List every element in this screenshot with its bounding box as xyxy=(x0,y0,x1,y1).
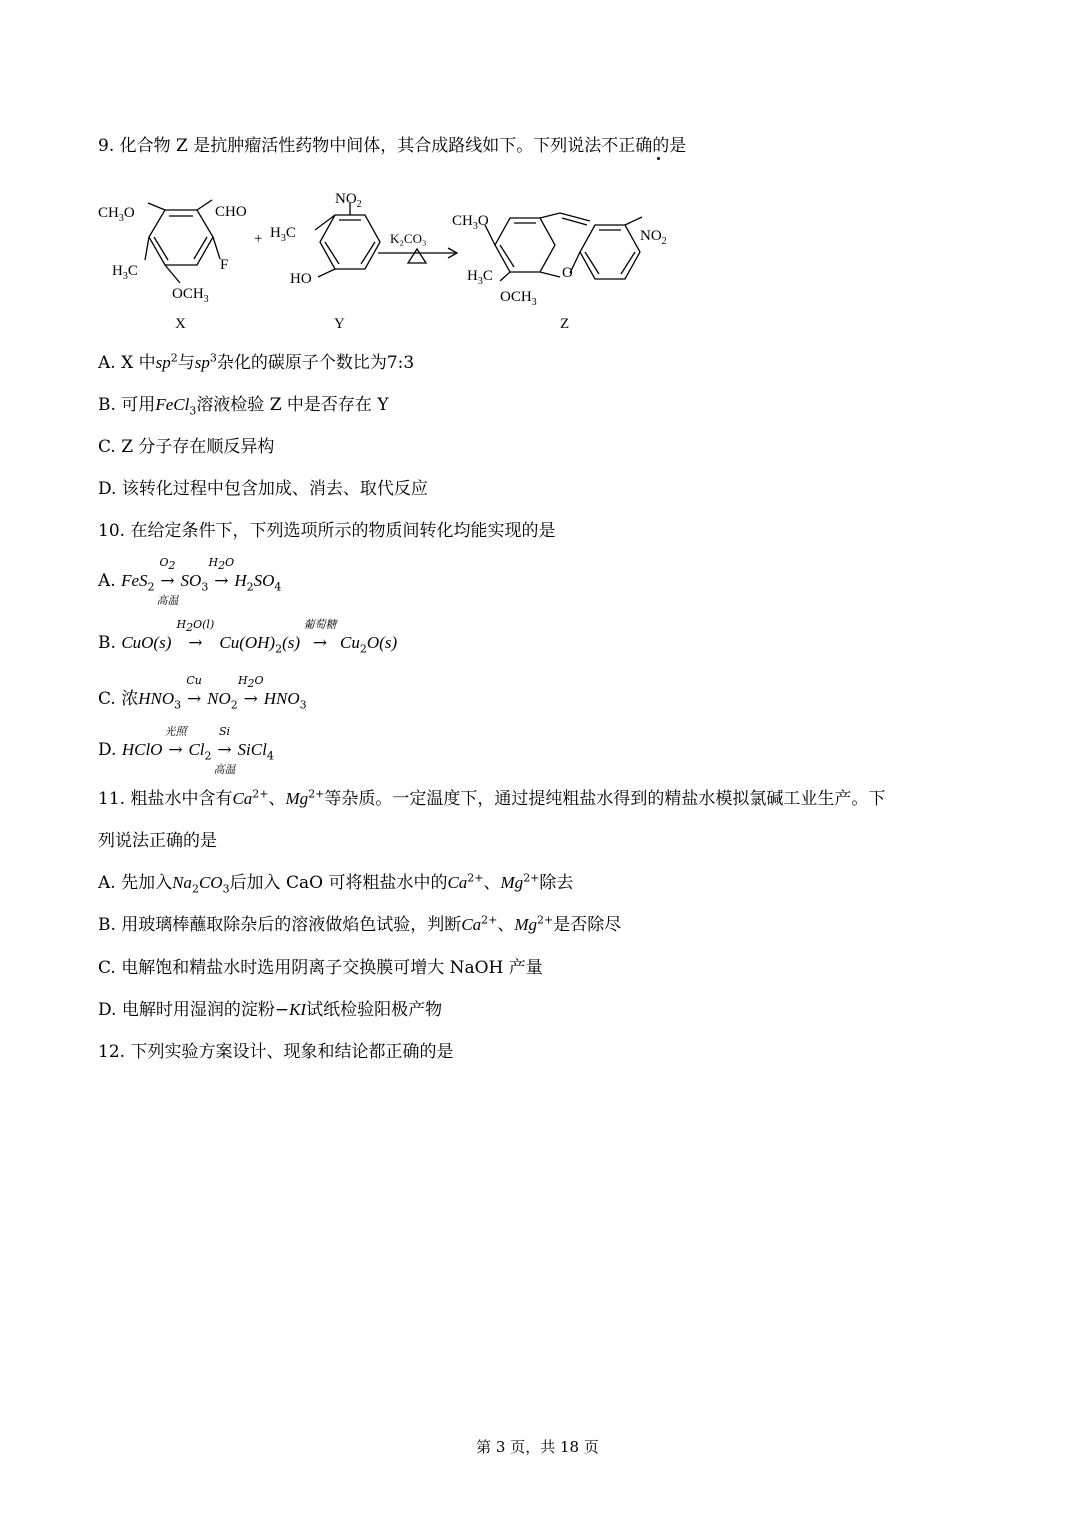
page-footer: 第 3 页，共 18 页 xyxy=(476,1438,599,1456)
svg-text:OCH3: $OCH_3$ xyxy=(500,289,537,308)
q9-option-a: A. X 中$sp^2$与$sp^3$杂化的碳原子个数比为7:3 xyxy=(98,351,415,373)
q11-stem-line1: 11. 粗盐水中含有$Ca^{2+}$、$Mg^{2+}$等杂质。一定温度下，通过提纯粗盐水得到的精盐水模拟氯碱工业生产。下 xyxy=(98,787,886,809)
svg-text:NO2: $NO_2$ xyxy=(335,191,362,210)
svg-text:NO2: $NO_2$ xyxy=(640,228,667,247)
q9-stem: 9. 化合物 Z 是抗肿瘤活性药物中间体，其合成路线如下。下列说法不正确的是 xyxy=(98,136,687,156)
label-x: X xyxy=(175,316,186,332)
svg-text:H3C: $H_3C$ xyxy=(467,268,493,287)
q11-option-d: D. 电解时用湿润的淀粉−KI试纸检验阳极产物 xyxy=(98,1000,443,1020)
svg-text:HO: HO xyxy=(290,271,312,287)
label-y: Y xyxy=(334,316,345,332)
q9-option-b: B. 可用FeCl$_3$溶液检验 Z 中是否存在 Y xyxy=(98,395,389,418)
svg-text:CHO: CHO xyxy=(215,204,247,220)
emphasis-dot xyxy=(657,157,660,160)
q11-option-c: C. 电解饱和精盐水时选用阴离子交换膜可增大 NaOH 产量 xyxy=(98,958,543,978)
q10-option-d: D. HClO → 光照 $Cl_2$ → Si 高温 SiCl$_4$ xyxy=(98,725,274,776)
label-z: Z xyxy=(560,316,570,332)
synthesis-route-diagram xyxy=(90,185,690,340)
q9-option-d: D. 该转化过程中包含加成、消去、取代反应 xyxy=(98,479,428,499)
svg-text:CH3O: $CH_3O$ xyxy=(98,205,135,224)
q11-option-b: B. 用玻璃棒蘸取除杂后的溶液做焰色试验，判断$Ca^{2+}$、$Mg^{2+}$是否除尽 xyxy=(98,913,622,935)
q10-option-a: A. FeS$_2$ → $O_2$ 高温 $SO_3$ → $H_2O$ $H_2SO_4$ xyxy=(98,556,282,607)
q11-stem-line2: 列说法正确的是 xyxy=(98,831,217,851)
svg-text:F: F xyxy=(220,257,229,273)
svg-text:O: O xyxy=(562,265,573,281)
q9-option-c: C. Z 分子存在顺反异构 xyxy=(98,437,275,457)
reagent-label: K₂CO₃ xyxy=(390,231,427,246)
q11-option-a: A. 先加入$Na_2CO_3$后加入 CaO 可将粗盐水中的$Ca^{2+}$、$Mg^{2+}$除去 xyxy=(98,871,574,896)
q10-stem: 10. 在给定条件下，下列选项所示的物质间转化均能实现的是 xyxy=(98,521,556,541)
svg-text:CH3O: $CH_3O$ xyxy=(452,213,489,232)
q12-stem: 12. 下列实验方案设计、现象和结论都正确的是 xyxy=(98,1042,454,1062)
svg-text:H3C: $H_3C$ xyxy=(112,263,138,282)
q10-option-b: B. CuO(s) → $H_2O(l)$ $Cu(OH)_2(s)$ → 葡萄糖 $Cu_2O(s)$ xyxy=(98,618,398,656)
plus-sign: + xyxy=(254,231,263,247)
svg-text:H3C: $H_3C$ xyxy=(270,225,296,244)
q10-option-c: C. 浓$HNO_3$ → Cu $NO_2$ → $H_2O$ $HNO_3$ xyxy=(98,674,307,712)
svg-text:OCH3: $OCH_3$ xyxy=(172,286,209,305)
